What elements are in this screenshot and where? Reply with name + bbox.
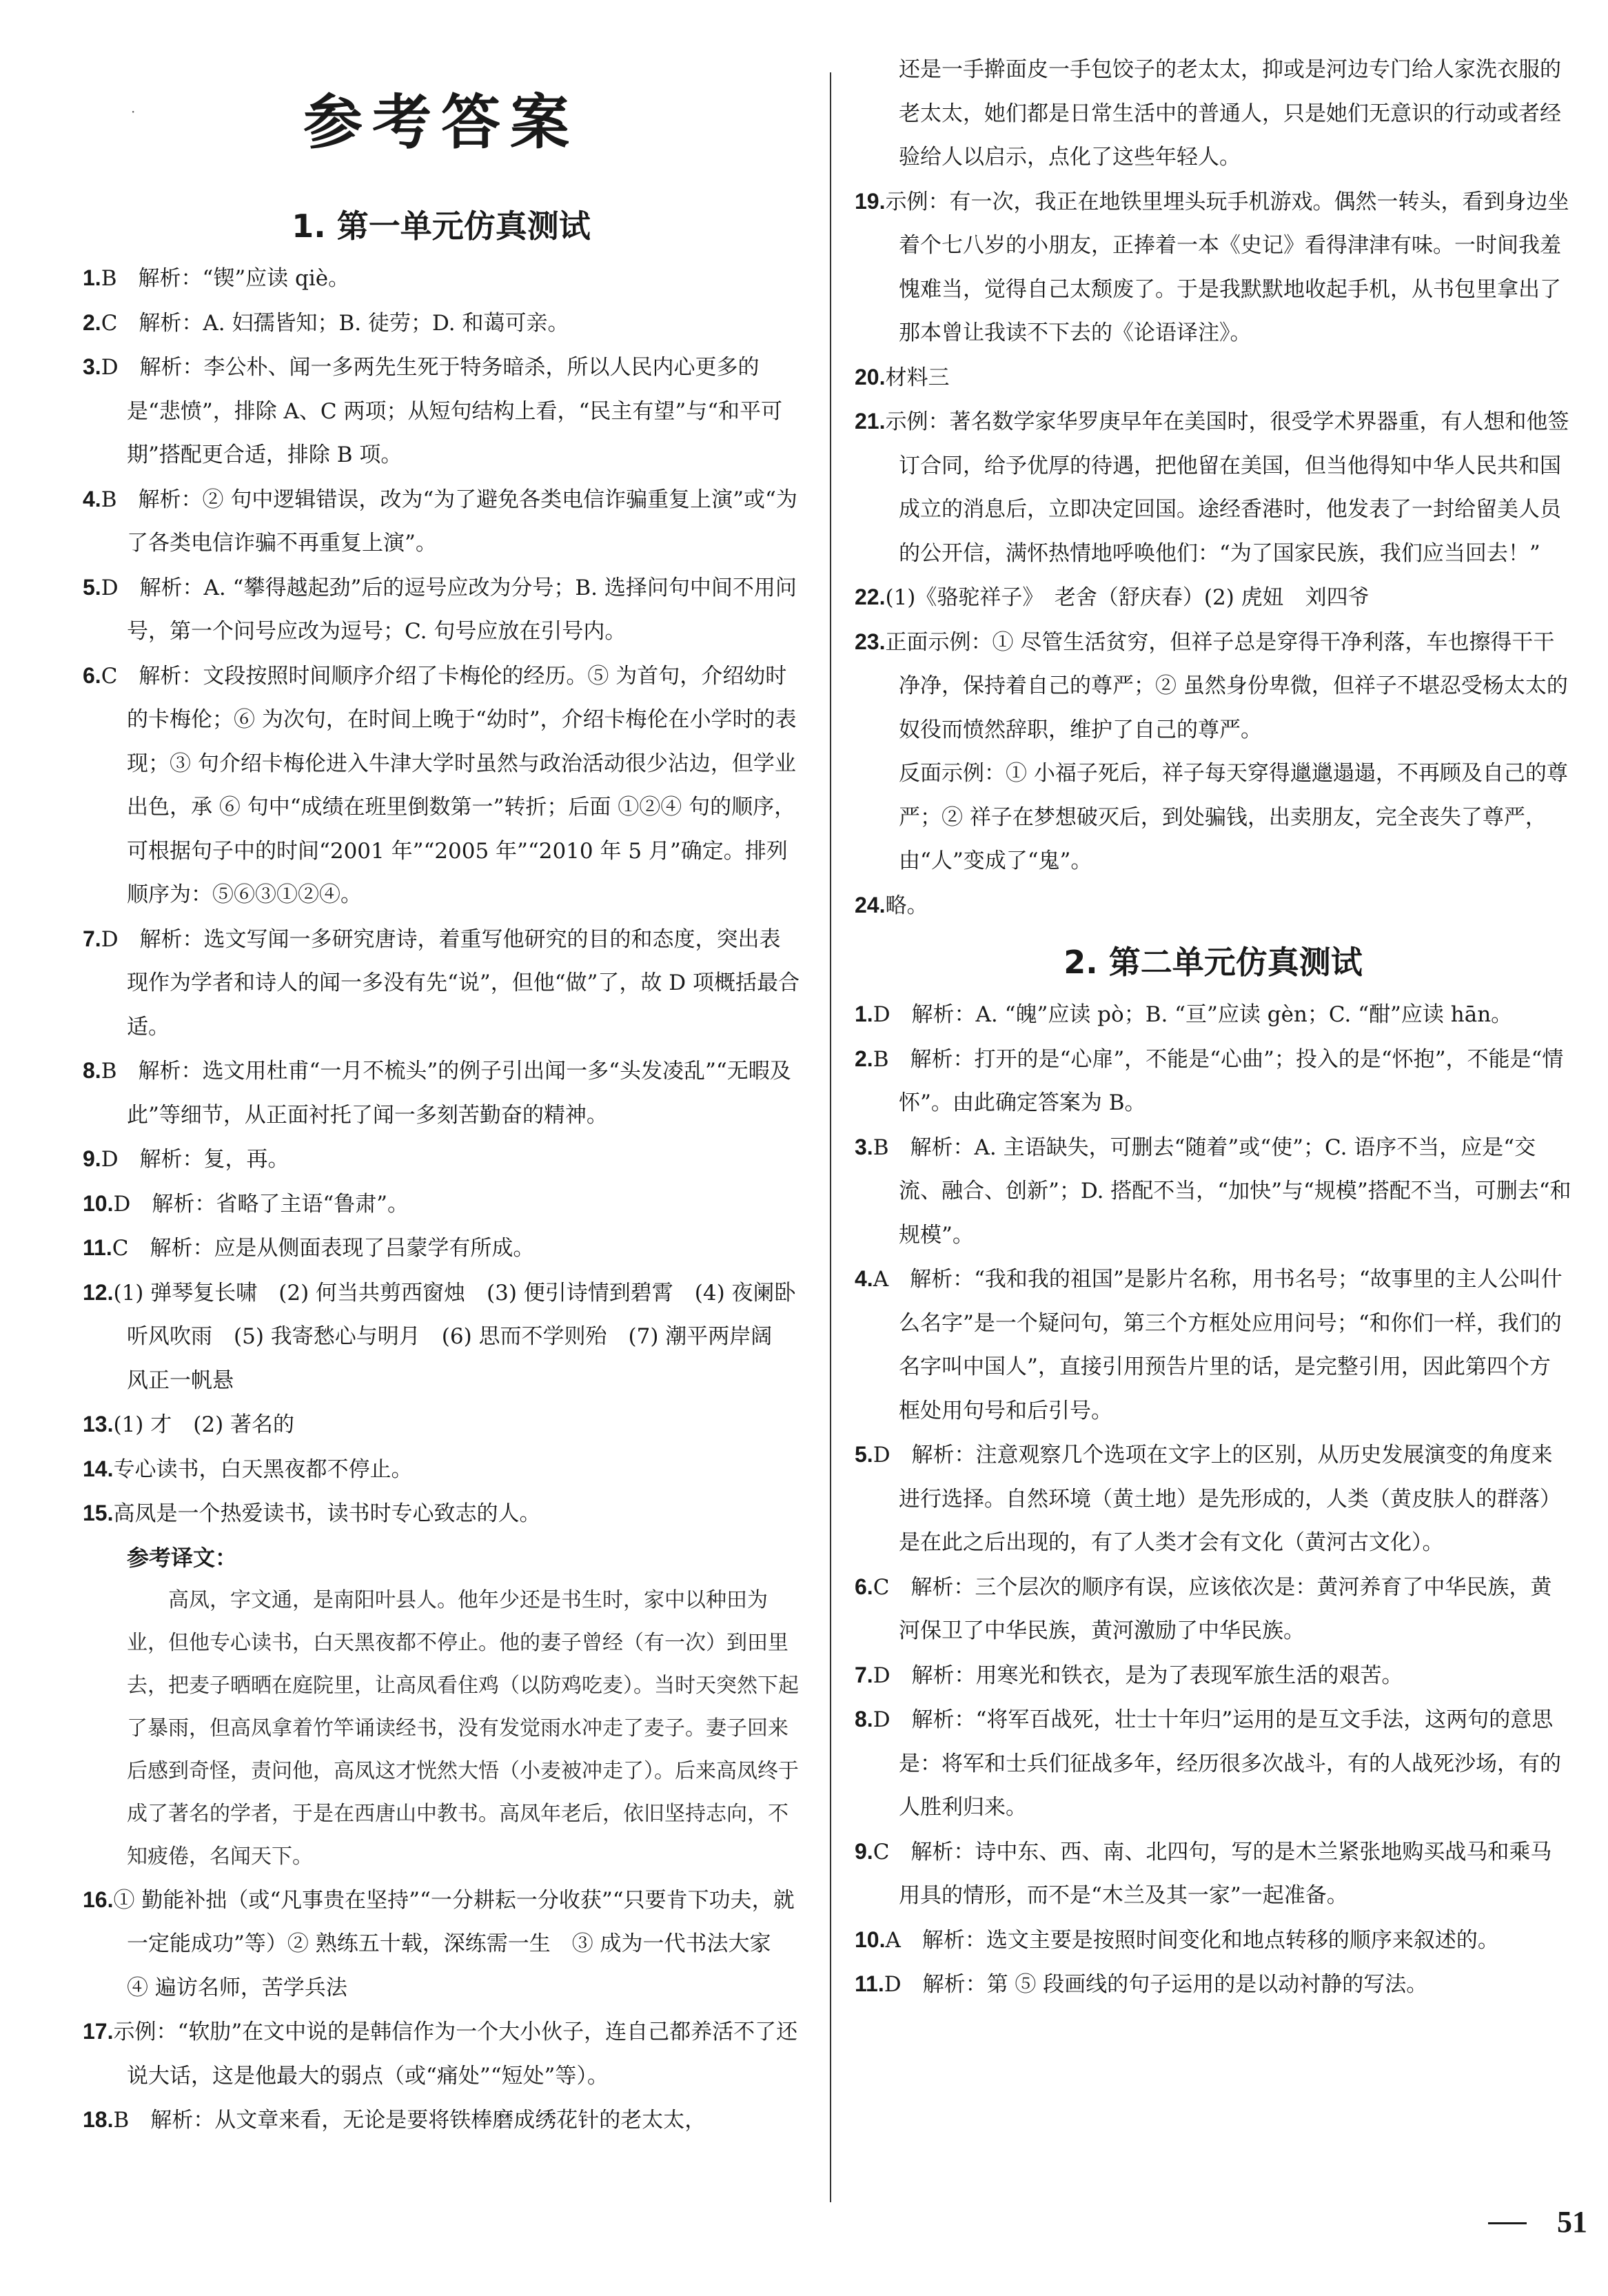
answer-item xyxy=(83,1182,800,1227)
unit2-answer-list xyxy=(855,993,1571,2007)
answer-number: 11. xyxy=(83,1235,112,1260)
answer-number: 4. xyxy=(83,486,101,511)
answer-text: 示例：“软肋”在文中说的是韩信作为一个大小伙子，连自己都养活不了还说大话，这是他最大的弱点（或“痛处”“短处”等）。 xyxy=(113,2020,798,2089)
unit1-answer-list-continued xyxy=(83,1878,800,2143)
answer-23-negative-example: 反面示例：① 小福子死后，祥子每天穿得邋邋遢遢，不再顾及自己的尊严；② 祥子在梦想破灭后，到处骗钱，出卖朋友，完全丧失了尊严，由“人”变成了“鬼”。 xyxy=(899,761,1568,873)
answer-number: 1. xyxy=(855,1002,873,1026)
answer-text: B 解析：② 句中逻辑错误，改为“为了避免各类电信诈骗重复上演”或“为了各类电信诈骗不再重复上演”。 xyxy=(101,487,797,556)
answer-item xyxy=(83,654,800,917)
answer-item xyxy=(855,1037,1571,1126)
answer-number: 5. xyxy=(83,574,101,600)
answer-text: D 解析：复，再。 xyxy=(101,1147,289,1172)
answer-item xyxy=(83,345,800,478)
answer-item xyxy=(83,566,800,654)
reference-translation-label: 参考译文： xyxy=(127,1544,238,1571)
answer-text: D 解析：选文写闻一多研究唐诗，着重写他研究的目的和态度，突出表现作为学者和诗人的闻一多没有先“说”，但他“做”了，故 D 项概括最合适。 xyxy=(101,926,800,1039)
answer-text: C 解析：A. 妇孺皆知；B. 徒劳；D. 和蔼可亲。 xyxy=(101,310,569,336)
answer-text: D 解析：A. “攀得越起劲”后的逗号应改为分号；B. 选择问句中间不用问号，第一个问号应改为逗号；C. 句号应放在引号内。 xyxy=(101,575,797,644)
answer-item xyxy=(83,256,800,301)
answer-item xyxy=(855,180,1571,356)
answer-text: 正面示例：① 尽管生活贫穷，但祥子总是穿得干净利落，车也擦得干干净净，保持着自己的尊严；② 虽然身份卑微，但祥子不堪忍受杨太太的奴役而愤然辞职，维护了自己的尊严。 xyxy=(885,629,1568,742)
unit1-heading: 1. 第一单元仿真测试 xyxy=(292,207,591,245)
answer-text: B 解析：选文用杜甫“一月不梳头”的例子引出闻一多“头发凌乱”“无暇及此”等细节，从正面衬托了闻一多刻苦勤奋的精神。 xyxy=(101,1059,791,1128)
left-column xyxy=(83,48,800,2143)
answer-item xyxy=(855,400,1571,576)
answer-number: 8. xyxy=(855,1707,873,1731)
answer-text: (1) 弹琴复长啸 (2) 何当共剪西窗烛 (3) 便引诗情到碧霄 (4) 夜阑卧听风吹雨 (5) 我寄愁心与明月 (6) 思而不学则殆 (7) 潮平两岸阔 风正一帆悬 xyxy=(113,1280,796,1393)
answer-item xyxy=(83,1878,800,2011)
answer-text: 专心读书，白天黑夜都不停止。 xyxy=(113,1456,413,1482)
answer-text: D 解析：用寒光和铁衣，是为了表现军旅生活的艰苦。 xyxy=(873,1663,1403,1688)
unit2-heading: 2. 第二单元仿真测试 xyxy=(1063,944,1363,981)
answer-item xyxy=(83,1403,800,1447)
column-divider xyxy=(830,72,831,2202)
scan-mark: · xyxy=(131,103,136,120)
answer-text: C 解析：诗中东、西、南、北四句，写的是木兰紧张地购买战马和乘马用具的情形，而不是“木兰及其一家”一起准备。 xyxy=(873,1839,1552,1908)
answer-number: 11. xyxy=(855,1971,884,1996)
answer-text: (1)《骆驼祥子》 老舍（舒庆春）(2) 虎妞 刘四爷 xyxy=(885,585,1370,610)
answer-number: 15. xyxy=(83,1501,114,1525)
answer-item xyxy=(855,1962,1571,2007)
answer-text: 示例：有一次，我正在地铁里埋头玩手机游戏。偶然一转头，看到身边坐着个七八岁的小朋友，正捧着一本《史记》看得津津有味。一时间我羞愧难当，觉得自己太颓废了。于是我默默地收起手机，从书包里拿出了那本曾让我读不下去的《论语译注》。 xyxy=(885,189,1569,345)
answer-text: D 解析：第 ⑤ 段画线的句子运用的是以动衬静的写法。 xyxy=(884,1972,1428,1997)
answer-number: 5. xyxy=(855,1442,873,1467)
answer-number: 20. xyxy=(855,364,886,389)
answer-number: 18. xyxy=(83,2107,114,2132)
answer-item xyxy=(83,2010,800,2098)
answer-text: ① 勤能补拙（或“凡事贵在坚持”“一分耕耘一分收获”“只要肯下功夫，就一定能成功”等）② 熟练五十载，深练需一生 ③ 成为一代书法大家 ④ 遍访名师，苦学兵法 xyxy=(113,1887,795,2000)
answer-item xyxy=(855,1654,1571,1698)
answer-text: C 解析：三个层次的顺序有误，应该依次是：黄河养育了中华民族，黄河保卫了中华民族，黄河激励了中华民族。 xyxy=(873,1574,1552,1643)
unit1-answer-list-right xyxy=(855,180,1571,753)
answer-text: B 解析：“锲”应读 qiè。 xyxy=(101,266,350,291)
answer-number: 3. xyxy=(83,354,101,379)
answer-number: 2. xyxy=(855,1046,873,1071)
answer-text: A 解析：选文主要是按照时间变化和地点转移的顺序来叙述的。 xyxy=(885,1927,1499,1953)
answer-item xyxy=(855,1433,1571,1565)
answer-item-24 xyxy=(855,884,1571,928)
unit1-answer-list xyxy=(83,256,800,1536)
answer-item xyxy=(83,1447,800,1492)
answer-text: B 解析：A. 主语缺失，可删去“随着”或“使”；C. 语序不当，应是“交流、融合、创新”；D. 搭配不当，“加快”与“规模”搭配不当，可删去“和规模”。 xyxy=(873,1135,1571,1248)
answer-item xyxy=(83,301,800,346)
answer-number: 21. xyxy=(855,409,886,434)
answer-number: 8. xyxy=(83,1058,101,1083)
answer-item xyxy=(855,1126,1571,1258)
answer-text: D 解析：注意观察几个选项在文字上的区别，从历史发展演变的角度来进行选择。自然环境（黄土地）是先形成的，人类（黄皮肤人的群落）是在此之后出现的，有了人类才会有文化（黄河古文化）。 xyxy=(873,1443,1561,1555)
answer-item xyxy=(83,917,800,1050)
answer-number: 6. xyxy=(855,1574,873,1599)
answer-text: D 解析：李公朴、闻一多两先生死于特务暗杀，所以人民内心更多的是“悲愤”，排除 A、C 两项；从短句结构上看，“民主有望”与“和平可期”搭配更合适，排除 B 项。 xyxy=(101,355,783,467)
answer-item xyxy=(83,1226,800,1271)
answer-item xyxy=(855,1830,1571,1918)
answer-item xyxy=(83,1271,800,1403)
answer-text: (1) 才 (2) 著名的 xyxy=(113,1412,295,1437)
answer-18-continuation: 还是一手擀面皮一手包饺子的老太太，抑或是河边专门给人家洗衣服的老太太，她们都是日常生活中的普通人，只是她们无意识的行动或者经验给人以启示，点化了这些年轻人。 xyxy=(899,57,1561,170)
answer-number: 4. xyxy=(855,1266,873,1291)
answer-number: 3. xyxy=(855,1134,873,1159)
answer-text: B 解析：从文章来看，无论是要将铁棒磨成绣花针的老太太， xyxy=(113,2108,706,2133)
right-column xyxy=(855,48,1571,2007)
answer-item xyxy=(855,1565,1571,1654)
answer-item xyxy=(83,2098,800,2143)
answer-item xyxy=(83,1492,800,1536)
answer-number: 9. xyxy=(855,1838,873,1864)
answer-number: 19. xyxy=(855,188,886,214)
answer-number: 24. xyxy=(855,892,886,917)
answer-text: 略。 xyxy=(885,893,928,918)
answer-item xyxy=(855,620,1571,753)
answer-item xyxy=(855,1918,1571,1963)
answer-number: 16. xyxy=(83,1887,114,1912)
page-number-dash xyxy=(1488,2222,1527,2224)
answer-number: 1. xyxy=(83,265,101,290)
answer-item xyxy=(855,356,1571,400)
answer-number: 10. xyxy=(83,1190,114,1216)
answer-item xyxy=(83,1049,800,1137)
answer-number: 10. xyxy=(855,1927,886,1952)
answer-number: 17. xyxy=(83,2019,114,2044)
page-title: 参考答案 xyxy=(303,88,579,157)
answer-text: B 解析：打开的是“心扉”，不能是“心曲”；投入的是“怀抱”，不能是“情怀”。由此确定答案为 B。 xyxy=(873,1046,1564,1115)
answer-text: 材料三 xyxy=(885,365,950,390)
answer-number: 14. xyxy=(83,1456,114,1481)
answer-number: 2. xyxy=(83,309,101,335)
answer-item xyxy=(855,1257,1571,1433)
answer-number: 13. xyxy=(83,1412,114,1436)
answer-text: 高凤是一个热爱读书，读书时专心致志的人。 xyxy=(113,1501,541,1526)
answer-number: 6. xyxy=(83,662,101,688)
answer-item xyxy=(83,478,800,566)
answer-number: 22. xyxy=(855,585,886,609)
answer-text: D 解析：省略了主语“鲁肃”。 xyxy=(113,1191,409,1217)
answer-number: 9. xyxy=(83,1146,101,1171)
answer-text: A 解析：“我和我的祖国”是影片名称，用书名号；“故事里的主人公叫什么名字”是一个疑问句，第三个方框处应用问号；“和你们一样，我们的名字叫中国人”，直接引用预告片里的话，是完整引用，因此第四个方框处用句号和后引号。 xyxy=(873,1267,1563,1423)
answer-text: D 解析：A. “魄”应读 pò；B. “亘”应读 gèn；C. “酣”应读 hān。 xyxy=(873,1002,1513,1027)
answer-item xyxy=(855,576,1571,620)
answer-number: 7. xyxy=(83,926,101,951)
answer-item xyxy=(855,993,1571,1037)
answer-number: 12. xyxy=(83,1279,114,1305)
answer-text: 示例：著名数学家华罗庚早年在美国时，很受学术界器重，有人想和他签订合同，给予优厚的待遇，把他留在美国，但当他得知中华人民共和国成立的消息后，立即决定回国。途经香港时，他发表了一封给留美人员的公开信，满怀热情地呼唤他们：“为了国家民族，我们应当回去！” xyxy=(885,409,1569,566)
answer-item xyxy=(855,1698,1571,1830)
answer-text: D 解析：“将军百战死，壮士十年归”运用的是互文手法，这两句的意思是：将军和士兵们征战多年，经历很多次战斗，有的人战死沙场，有的人胜利归来。 xyxy=(873,1707,1561,1820)
reference-translation-text: 高凤，字文通，是南阳叶县人。他年少还是书生时，家中以种田为业，但他专心读书，白天黑夜都不停止。他的妻子曾经（有一次）到田里去，把麦子晒晒在庭院里，让高凤看住鸡（以防鸡吃麦）。当时天突然下起了暴雨，但高凤拿着竹竿诵读经书，没有发觉雨水冲走了麦子。妻子回来后感到奇怪，责问他，高凤这才恍然大悟（小麦被冲走了）。后来高凤终于成了著名的学者，于是在西唐山中教书。高凤年老后，依旧坚持志向，不知疲倦，名闻天下。 xyxy=(127,1587,799,1869)
answer-item xyxy=(83,1137,800,1182)
answer-text: C 解析：应是从侧面表现了吕蒙学有所成。 xyxy=(112,1236,535,1261)
page-number: 51 xyxy=(1557,2205,1587,2239)
answer-number: 7. xyxy=(855,1662,873,1687)
answer-text: C 解析：文段按照时间顺序介绍了卡梅伦的经历。⑤ 为首句，介绍幼时的卡梅伦；⑥ 为次句，在时间上晚于“幼时”，介绍卡梅伦在小学时的表现；③ 句介绍卡梅伦进入牛津大学时虽然与政治活动很少沾边，但学业出色，承 ⑥ 句中“成绩在班里倒数第一”转折；后面 ①②④ 句的顺序，可根据句子中的时间“2001 年”“2005 年”“2010 年 5 月”确定。排列顺序为：⑤⑥③①②④。 xyxy=(101,663,797,907)
answer-number: 23. xyxy=(855,629,886,654)
